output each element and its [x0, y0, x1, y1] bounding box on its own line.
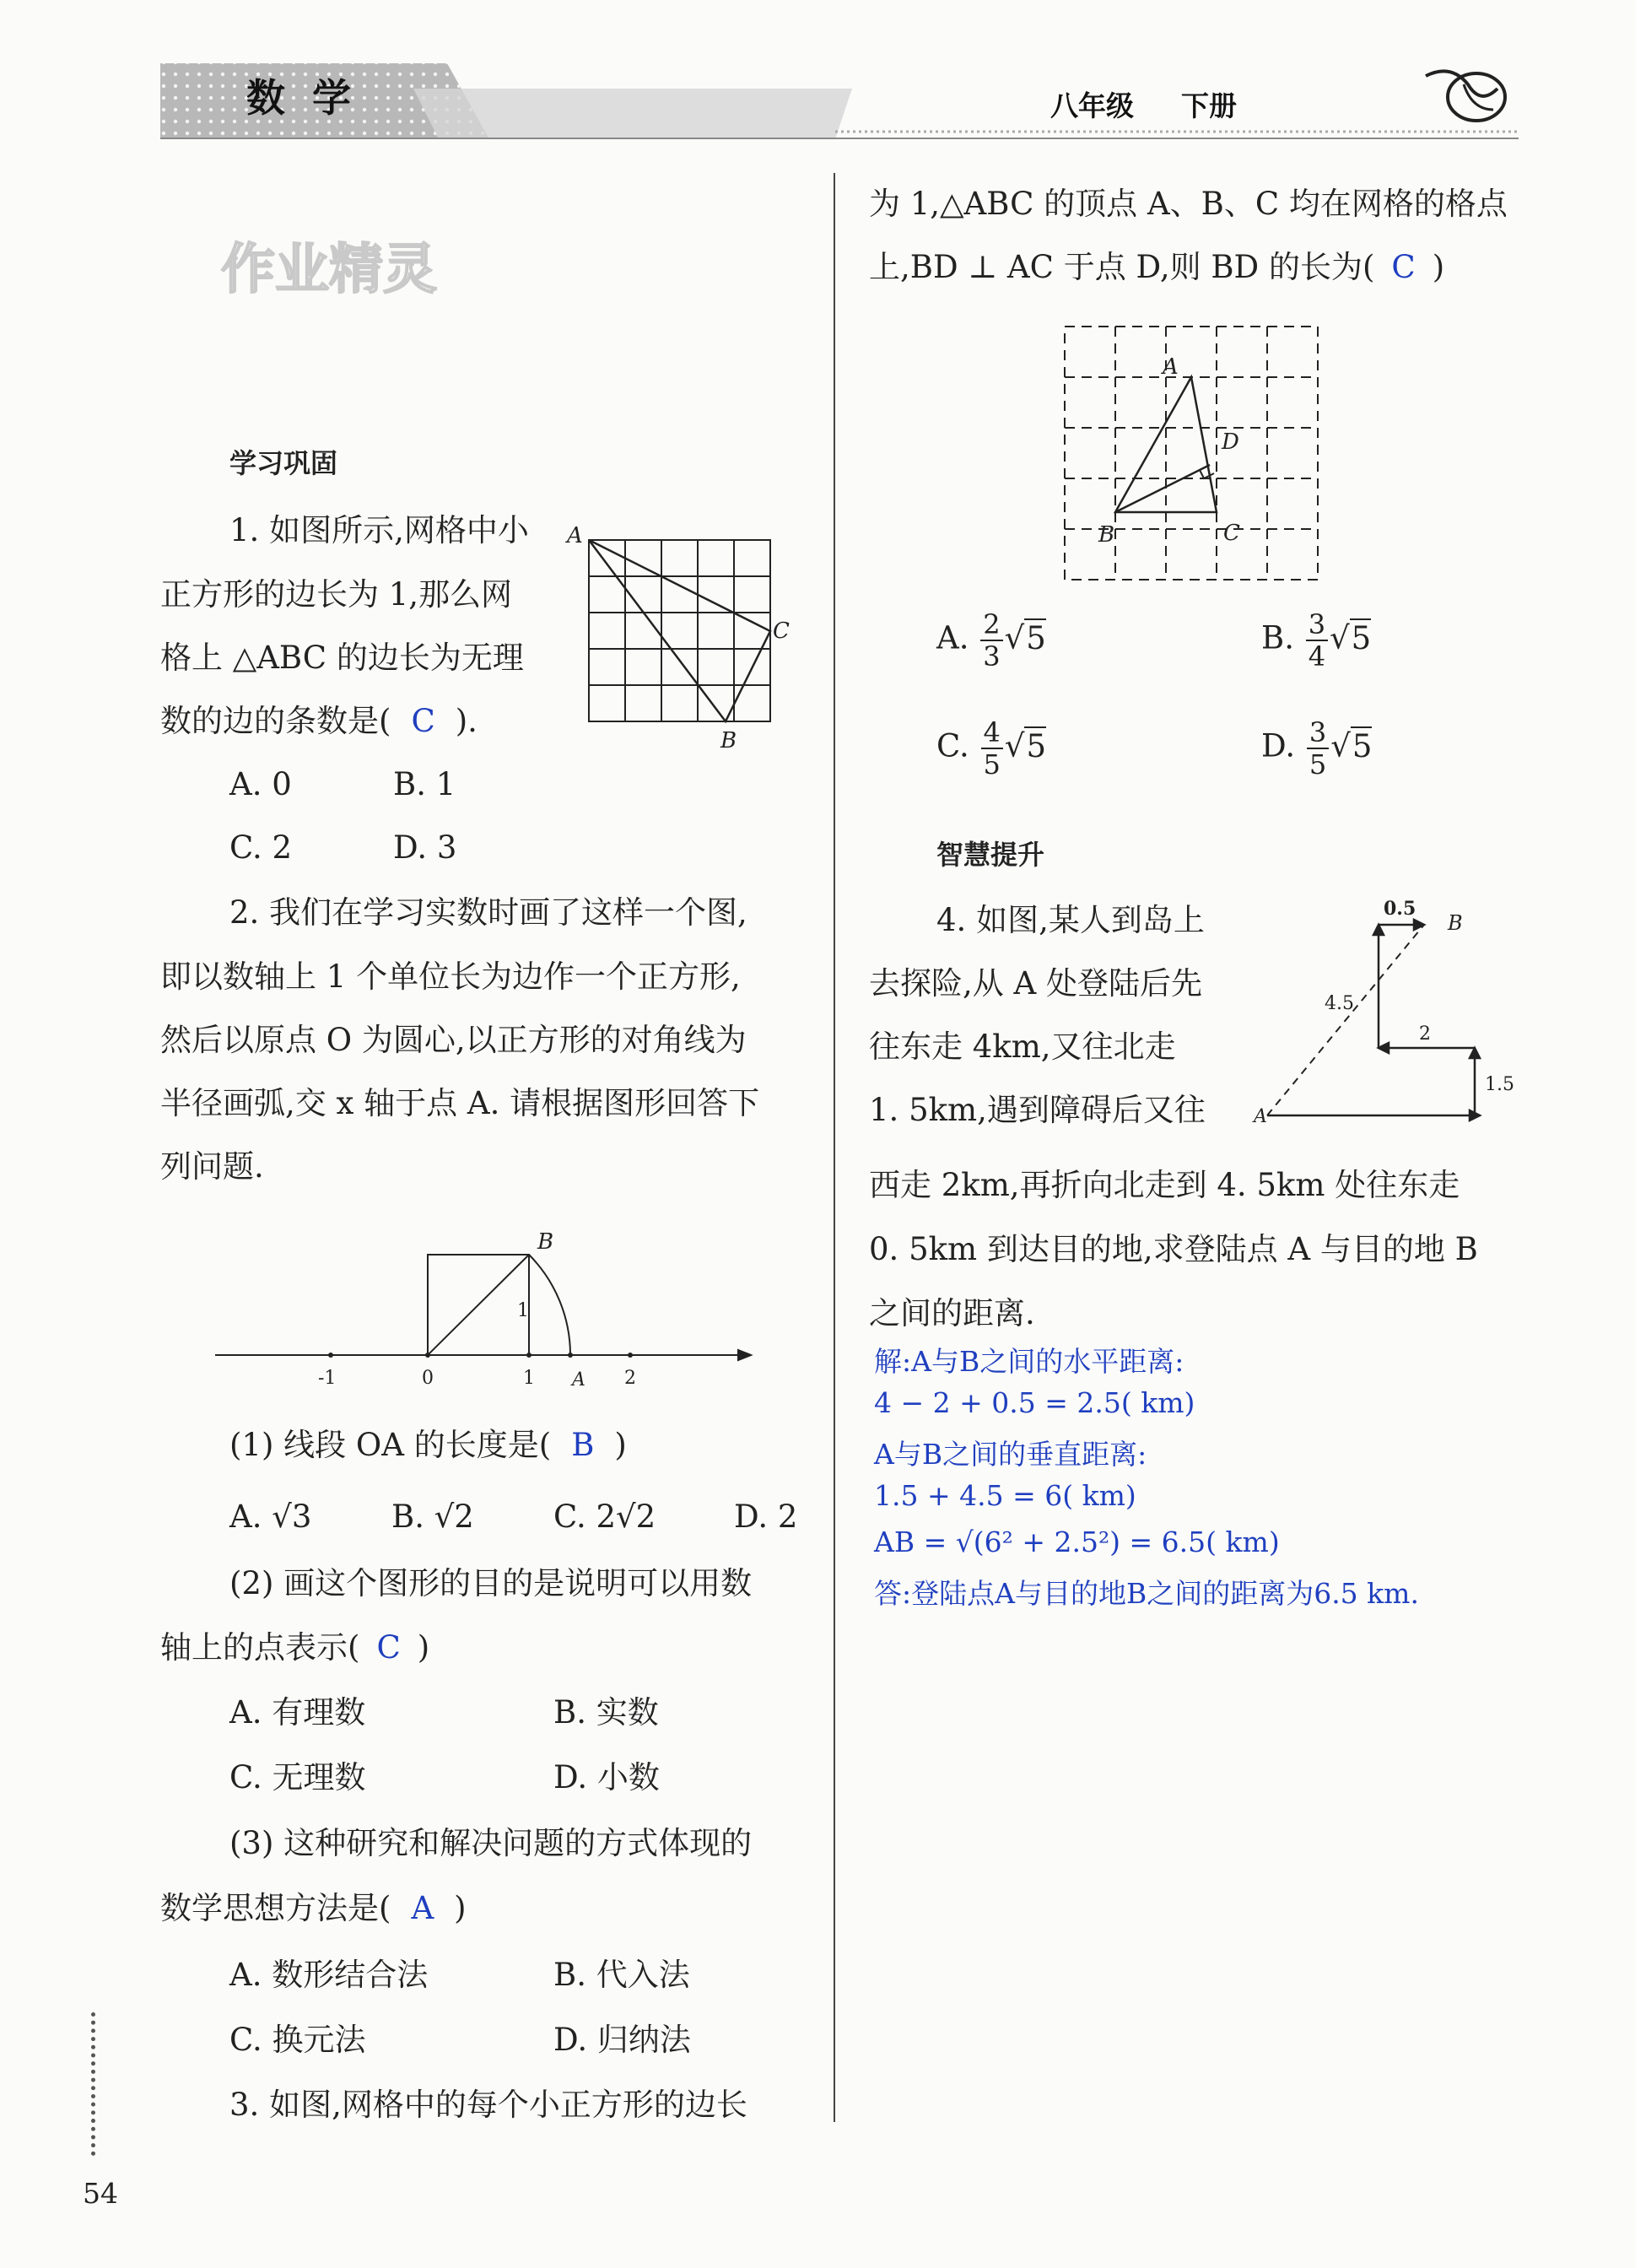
- q1-label-c: C: [773, 618, 790, 644]
- q2-sub2-option-b: B. 实数: [553, 1694, 659, 1731]
- q1-option-c: C. 2: [229, 829, 293, 866]
- column-divider: [834, 173, 835, 2122]
- q1-line-4: [160, 700, 478, 742]
- q2-sub2-line-2: [160, 1627, 429, 1669]
- q2-label-one: 1: [517, 1300, 529, 1321]
- q3-option-a: [936, 609, 1046, 672]
- q2-sub3-close: ): [454, 1890, 467, 1926]
- q2-sub3-answer: A: [411, 1890, 434, 1926]
- q2-sub1-option-d: D. 2: [734, 1498, 798, 1535]
- q3-stem: 上,BD ⊥ AC 于点 D,则 BD 的长为(: [869, 249, 1375, 285]
- q2-sub1-close: ): [614, 1427, 627, 1463]
- q4-solution-line-5: AB = √(6² + 2.5²) = 6.5( km): [874, 1526, 1280, 1558]
- q2-number-line-figure: [207, 1223, 755, 1392]
- q4-label-45: 4.5: [1325, 993, 1354, 1014]
- q2-sub3-option-a: A. 数形结合法: [229, 1957, 429, 1993]
- arc: [529, 1255, 570, 1355]
- q1-line-3: 格上 △ABC 的边长为无理: [160, 640, 524, 676]
- q2-sub1-option-c: C. 2√2: [553, 1498, 656, 1535]
- q3-option-b-letter: B.: [1261, 619, 1294, 656]
- mouse-logo-icon: [1417, 59, 1514, 131]
- q4-label-a: A: [1254, 1106, 1267, 1127]
- sqrt-icon: √: [1004, 727, 1025, 764]
- q4-solution-line-2: 4 − 2 + 0.5 = 2.5( km): [874, 1386, 1195, 1419]
- q2-sub3-line-2: [160, 1887, 467, 1930]
- q2-sub1-option-a: A. √3: [229, 1498, 312, 1535]
- q3-option-d-den: 5: [1309, 748, 1327, 780]
- q2-line-1: 2. 我们在学习实数时画了这样一个图,: [229, 894, 747, 931]
- q1-line-1: 1. 如图所示,网格中小: [229, 512, 529, 548]
- q3-option-b-den: 4: [1308, 640, 1326, 672]
- section-title-improve: 智慧提升: [936, 839, 1045, 871]
- q3-figure: [1055, 321, 1333, 591]
- q3-option-c: [936, 717, 1046, 780]
- q1-answer: C: [411, 703, 435, 739]
- q3-option-a-den: 3: [983, 640, 1001, 672]
- q2-line-2: 即以数轴上 1 个单位长为边作一个正方形,: [160, 958, 741, 995]
- q4-line-2: 去探险,从 A 处登陆后先: [869, 965, 1203, 1002]
- q3-label-c: C: [1223, 521, 1240, 546]
- q2-sub3-line-1: (3) 这种研究和解决问题的方式体现的: [229, 1825, 753, 1861]
- sqrt-icon: √: [1330, 727, 1351, 764]
- q4-solution-line-4: 1.5 + 4.5 = 6( km): [874, 1479, 1136, 1512]
- q4-line-7: 之间的距离.: [869, 1295, 1035, 1331]
- q3-option-a-letter: A.: [936, 619, 969, 656]
- q3-option-a-fraction: [980, 609, 1002, 672]
- q2-line-3: 然后以原点 O 为圆心,以正方形的对角线为: [160, 1022, 747, 1058]
- q4-line-6: 0. 5km 到达目的地,求登陆点 A 与目的地 B: [869, 1231, 1478, 1267]
- q2-line-5: 列问题.: [160, 1148, 264, 1185]
- q2-sub2-stem: 轴上的点表示(: [160, 1629, 360, 1666]
- q4-line-4: 1. 5km,遇到障碍后又往: [869, 1092, 1206, 1128]
- q3-option-d-radicand: 5: [1352, 727, 1373, 764]
- q3-option-c-radicand: 5: [1026, 727, 1047, 764]
- q2-label-b: B: [537, 1229, 554, 1255]
- q3-option-c-letter: C.: [936, 727, 969, 764]
- diagonal-ob: [428, 1255, 529, 1355]
- q3-option-d-fraction: [1307, 717, 1329, 780]
- q3-option-b: [1261, 609, 1371, 672]
- q2-tick-1: 1: [523, 1368, 535, 1389]
- q3-option-a-num: 2: [980, 609, 1002, 641]
- q3-close: ): [1432, 249, 1445, 285]
- q4-ab-dashed-line: [1267, 925, 1424, 1115]
- q1-grid-frame: [589, 540, 770, 721]
- q4-figure: [1249, 894, 1527, 1131]
- q1-triangle: [589, 540, 770, 721]
- q2-line-4: 半径画弧,交 x 轴于点 A. 请根据图形回答下: [160, 1085, 760, 1121]
- q4-label-15: 1.5: [1485, 1074, 1514, 1095]
- subject-title: 数 学: [246, 75, 352, 121]
- q4-label-05: 0.5: [1384, 898, 1416, 920]
- q2-sub2-close: ): [417, 1629, 430, 1666]
- q3-option-c-num: 4: [981, 717, 1003, 749]
- q2-sub1-stem: (1) 线段 OA 的长度是(: [229, 1427, 552, 1463]
- sqrt-icon: √: [1004, 619, 1025, 656]
- sqrt-icon: √: [1330, 619, 1350, 656]
- q2-sub2-answer: C: [376, 1629, 401, 1666]
- q2-tick-2: 2: [624, 1368, 636, 1389]
- q4-line-5: 西走 2km,再折向北走到 4. 5km 处往东走: [869, 1167, 1460, 1203]
- q1-option-a: A. 0: [229, 766, 292, 802]
- q3-option-c-den: 5: [983, 748, 1001, 780]
- q4-solution-line-3: A与B之间的垂直距离:: [874, 1438, 1147, 1471]
- q2-sub2-line-1: (2) 画这个图形的目的是说明可以用数: [229, 1565, 753, 1601]
- q3-option-a-radicand: 5: [1026, 619, 1046, 656]
- q3-label-d: D: [1222, 429, 1239, 455]
- q3-option-c-fraction: [981, 717, 1003, 780]
- q4-line-3: 往东走 4km,又往北走: [869, 1029, 1176, 1065]
- header-banner: [160, 59, 1519, 139]
- q1-label-b: B: [720, 728, 737, 753]
- q2-sub2-option-c: C. 无理数: [229, 1759, 366, 1796]
- q1-label-a: A: [567, 523, 583, 548]
- page-number: 54: [83, 2177, 118, 2210]
- q3-label-b: B: [1098, 522, 1115, 548]
- watermark: 作业精灵: [221, 239, 437, 301]
- q3-line-0: 3. 如图,网格中的每个小正方形的边长: [229, 2087, 747, 2123]
- q3-option-d-letter: D.: [1261, 727, 1296, 764]
- q2-label-a: A: [572, 1369, 585, 1390]
- q1-line-2: 正方形的边长为 1,那么网: [160, 576, 513, 613]
- q2-sub3-stem: 数学思想方法是(: [160, 1890, 391, 1926]
- margin-dots: [91, 2012, 100, 2156]
- q2-tick-m1: -1: [318, 1368, 337, 1389]
- q1-figure: [565, 515, 801, 755]
- q3-line-2: [869, 246, 1444, 289]
- q3-line-1: 为 1,△ABC 的顶点 A、B、C 均在网格的格点: [869, 186, 1508, 222]
- q1-stem-close: ).: [455, 703, 478, 739]
- x-axis-arrow-icon: [738, 1350, 751, 1360]
- q4-label-2: 2: [1419, 1023, 1431, 1045]
- q1-option-b: B. 1: [393, 766, 456, 802]
- q2-sub1: [229, 1424, 627, 1466]
- q3-option-d: [1261, 717, 1372, 780]
- q1-option-d: D. 3: [393, 829, 457, 866]
- q4-solution-line-6: 答:登陆点A与目的地B之间的距离为6.5 km.: [874, 1577, 1419, 1610]
- q3-option-b-fraction: [1306, 609, 1328, 672]
- q3-option-d-num: 3: [1307, 717, 1329, 749]
- q2-tick-0: 0: [422, 1368, 434, 1389]
- q4-line-1: 4. 如图,某人到岛上: [936, 902, 1205, 938]
- q3-label-a: A: [1163, 354, 1179, 380]
- q3-option-b-num: 3: [1306, 609, 1328, 641]
- q4-label-b: B: [1448, 911, 1463, 935]
- grade-label: 八年级: [1050, 89, 1134, 122]
- q2-sub1-option-b: B. √2: [391, 1498, 474, 1535]
- q1-stem: 数的边的条数是(: [160, 703, 391, 739]
- q2-sub2-option-a: A. 有理数: [229, 1694, 366, 1731]
- header: [160, 59, 1519, 139]
- q4-solution-line-1: 解:A与B之间的水平距离:: [874, 1345, 1184, 1378]
- q3-option-b-radicand: 5: [1351, 619, 1372, 656]
- q2-sub3-option-b: B. 代入法: [553, 1957, 690, 1993]
- q2-sub3-option-d: D. 归纳法: [553, 2022, 691, 2058]
- section-title-consolidate: 学习巩固: [229, 447, 338, 479]
- volume-label: 下册: [1181, 89, 1237, 122]
- q2-sub2-option-d: D. 小数: [553, 1759, 660, 1796]
- q3-right-angle-mark: [1200, 470, 1214, 478]
- q2-sub3-option-c: C. 换元法: [229, 2022, 366, 2058]
- q3-answer: C: [1391, 249, 1416, 285]
- q2-sub1-answer: B: [571, 1427, 595, 1463]
